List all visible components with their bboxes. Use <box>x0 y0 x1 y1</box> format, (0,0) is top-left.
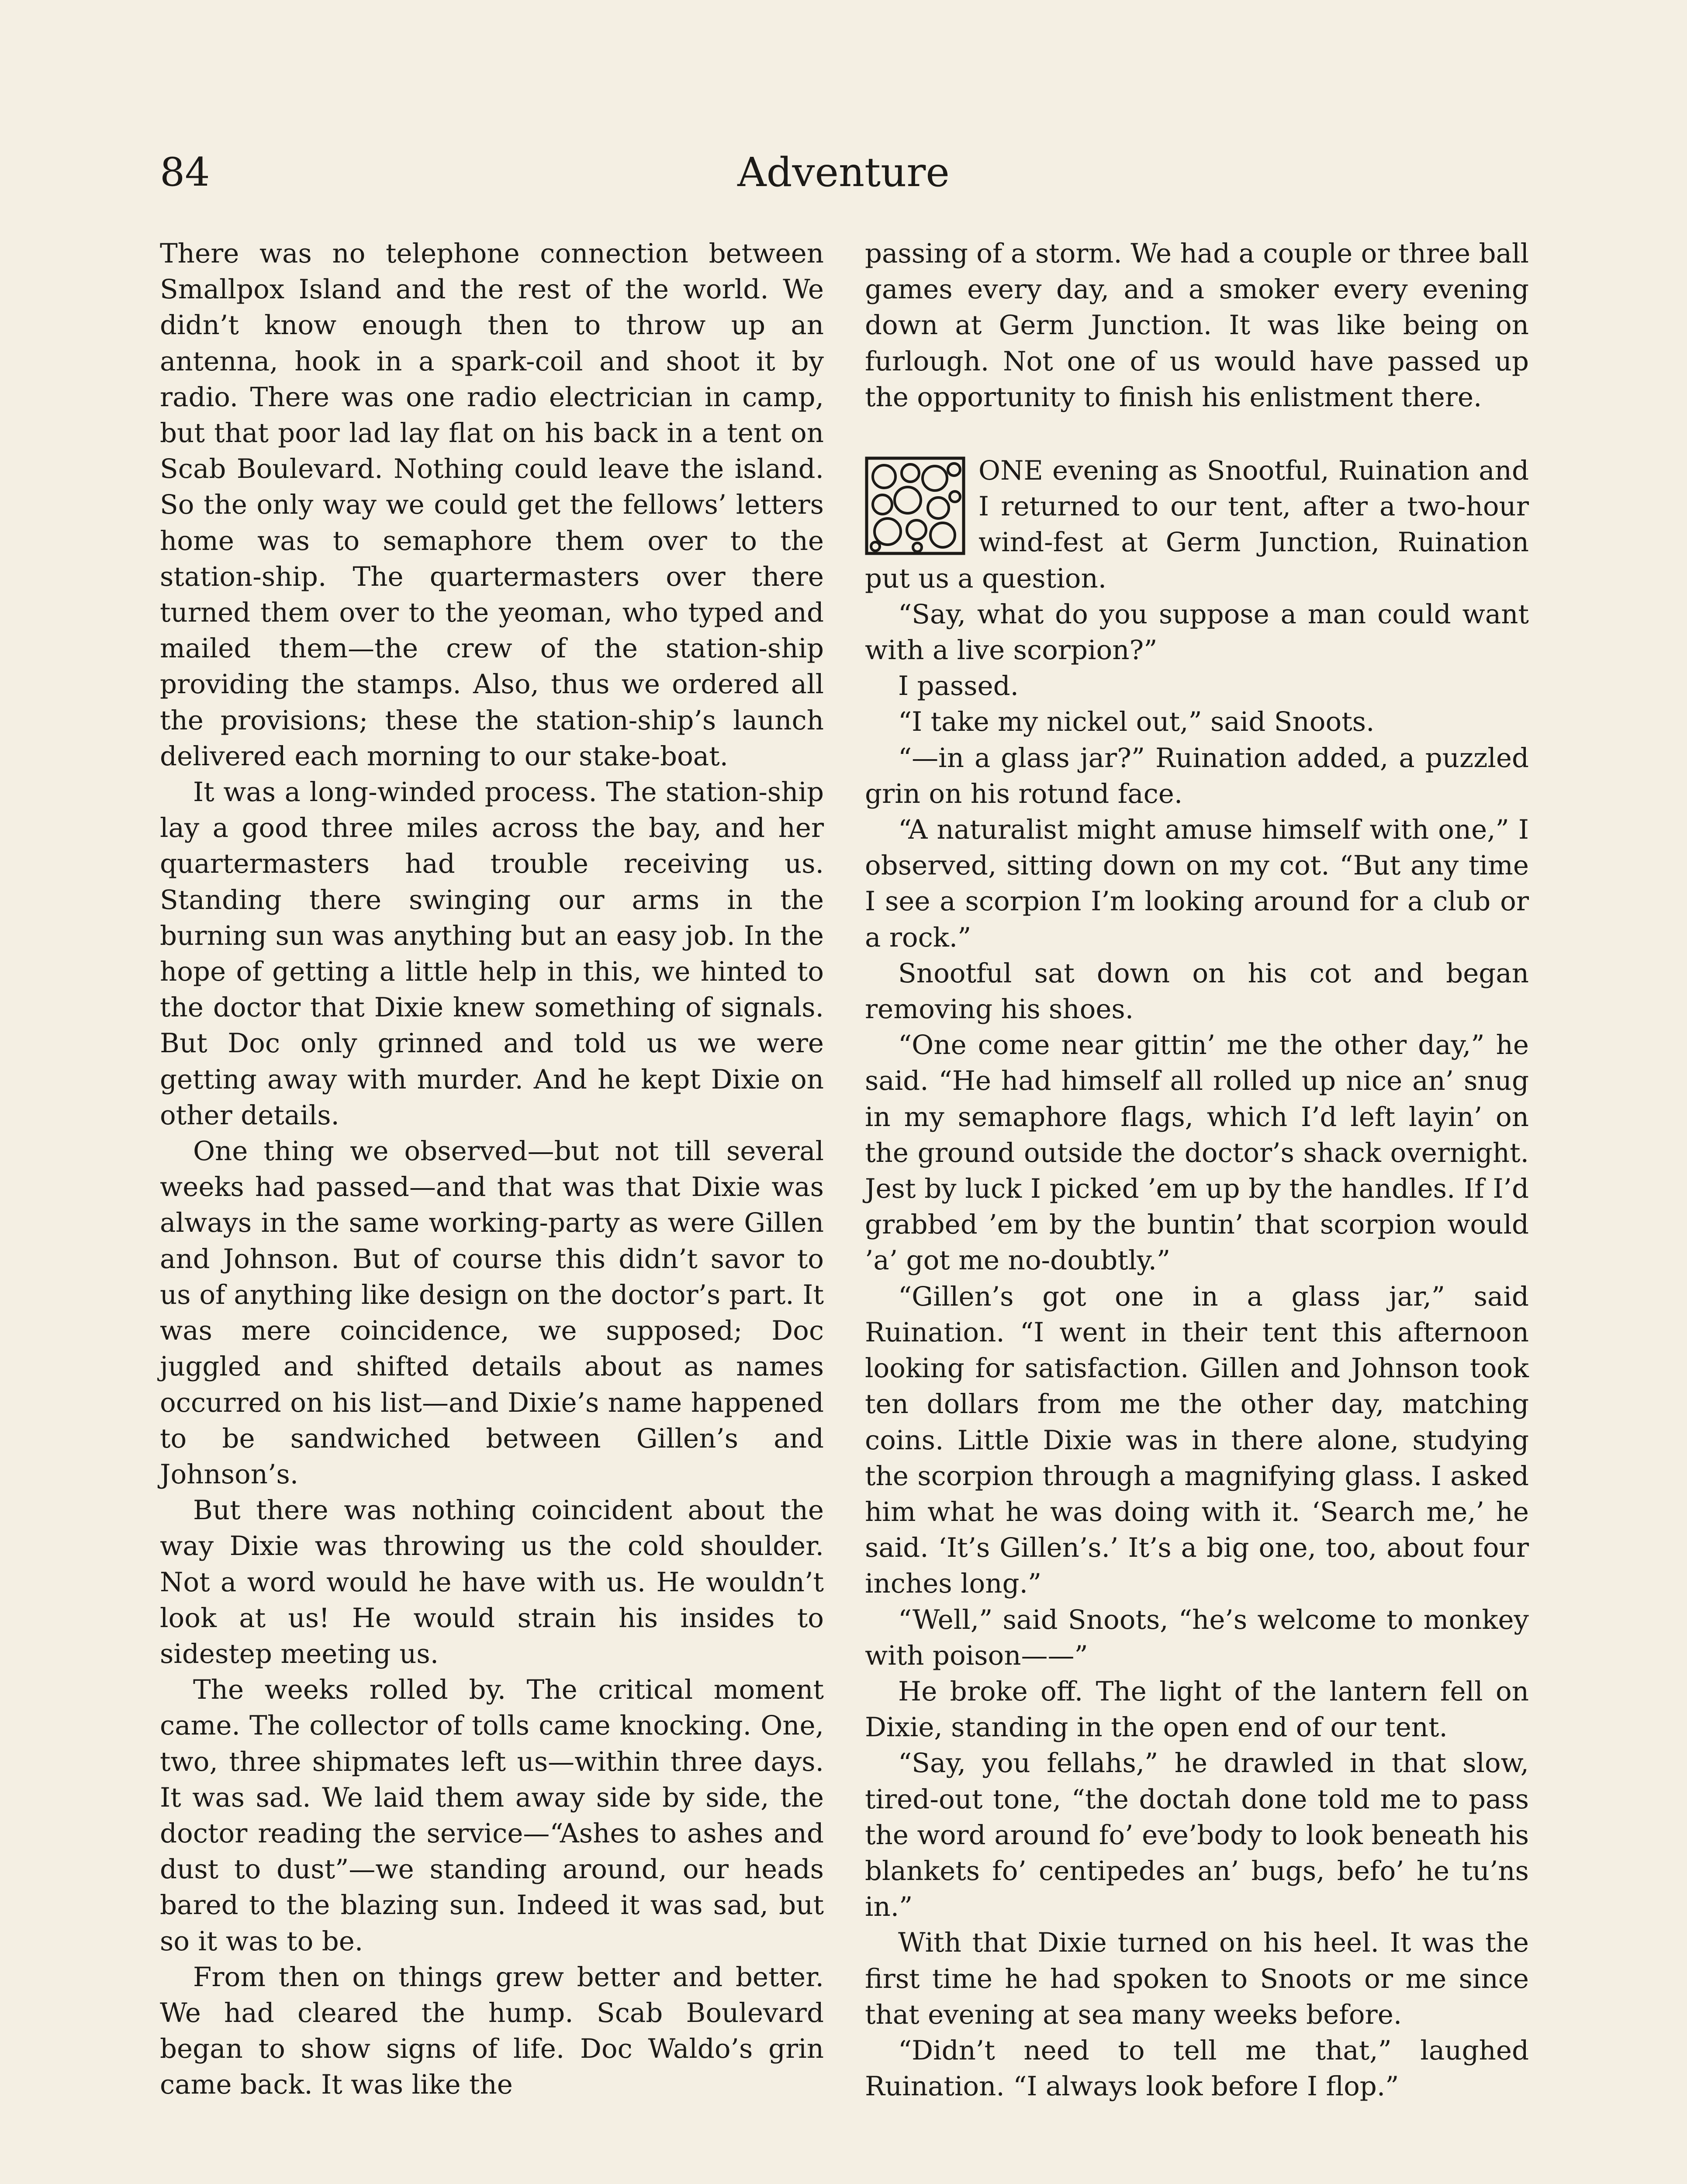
paragraph: He broke off. The light of the lantern fell on Dixie, standing in the open end of our tent. <box>865 1676 1529 1743</box>
ornament-icon <box>865 456 965 555</box>
paragraph: “One come near gittin’ me the other day,” he said. “He had himself all rolled up nice an’ snug in my semaphore flags, which I’d left layin’ on the ground outside the doctor’s shack overnight. Jest by luck I picked ’em up by the handles. If I’d grabbed ’em by the buntin’ that scorpion would ’a’ got me no-doubtly.” <box>865 1030 1529 1276</box>
paragraph: “I take my nickel out,” said Snoots. <box>898 706 1375 738</box>
paragraph: The weeks rolled by. The critical moment came. The collector of tolls came knocking. One, two, three shipmates left us—within three days. It was sad. We laid them away side by side, the doctor reading the service—“Ashes to ashes and dust to dust”—we standing around, our heads bared to the blazing sun. Indeed it was sad, but so it was to be. <box>160 1674 824 1957</box>
paragraph: Snootful sat down on his cot and began removing his shoes. <box>865 957 1529 1025</box>
left-column <box>160 236 824 2103</box>
paragraph: But there was nothing coincident about the way Dixie was throwing us the cold shoulder. Not a word would he have with us. He wouldn’t look at us! He would strain his insides to sidestep meeting us. <box>160 1495 824 1669</box>
paragraph: “A naturalist might amuse himself with one,” I observed, sitting down on my cot. “But any time I see a scorpion I’m looking around for a club or a rock.” <box>865 814 1529 953</box>
paragraph: “Well,” said Snoots, “he’s welcome to monkey with poison——” <box>865 1604 1529 1671</box>
paragraph: One thing we observed—but not till several weeks had passed—and that was that Dixie was always in the same working-party as were Gillen and Johnson. But of course this didn’t savor to us of anything like design on the doctor’s part. It was mere coincidence, we supposed; Doc juggled and shifted details about as names occurred on his list—and Dixie’s name happened to be sandwiched between Gillen’s and Johnson’s. <box>160 1136 824 1490</box>
paragraph: “Say, you fellahs,” he drawled in that slow, tired-out tone, “the doctah done told me to pass the word around fo’ eve’body to look beneath his blankets fo’ centipedes an’ bugs, befo’ he tu’ns in.” <box>865 1748 1529 1923</box>
paragraph: “Didn’t need to tell me that,” laughed Ruination. “I always look before I flop.” <box>865 2035 1529 2102</box>
paragraph: With that Dixie turned on his heel. It was the first time he had spoken to Snoots or me since that evening at sea many weeks before. <box>865 1927 1529 2030</box>
paragraph: “Say, what do you suppose a man could want with a live scorpion?” <box>865 598 1529 666</box>
paragraph: “—in a glass jar?” Ruination added, a puzzled grin on his rotund face. <box>865 742 1529 809</box>
paragraph: From then on things grew better and better. We had cleared the hump. Scab Boulevard began to show signs of life. Doc Waldo’s grin came back. It was like the <box>160 1961 824 2101</box>
paragraph: There was no telephone connection between Smallpox Island and the rest of the world. We didn’t know enough then to throw up an antenna, hook in a spark-coil and shoot it by radio. There was one radio electrician in camp, but that poor lad lay flat on his back in a tent on Scab Boulevard. Nothing could leave the island. So the only way we could get the fellows’ letters home was to semaphore them over to the station-ship. The quartermasters over there turned them over to the yeoman, who typed and mailed them—the crew of the station-ship providing the stamps. Also, thus we ordered all the provisions; these the station-ship’s launch delivered each morning to our stake-boat. <box>160 238 824 772</box>
paragraph: It was a long-winded process. The station-ship lay a good three miles across the bay, and her quartermasters had trouble receiving us. Standing there swinging our arms in the burning sun was anything but an easy job. In the hope of getting a little help in this, we hinted to the doctor that Dixie knew something of signals. But Doc only grinned and told us we were getting away with murder. And he kept Dixie on other details. <box>160 777 824 1131</box>
page-number: 84 <box>160 149 210 195</box>
paragraph: passing of a storm. We had a couple or three ball games every day, and a smoker every evening down at Germ Junction. It was like being on furlough. Not one of us would have passed up the opportunity to finish his enlistment there. <box>865 238 1529 413</box>
section-break <box>865 415 1529 453</box>
right-column <box>865 236 1529 2105</box>
running-head-title: Adventure <box>737 149 950 196</box>
paragraph: “Gillen’s got one in a glass jar,” said Ruination. “I went in their tent this afternoon looking for satisfaction. Gillen and Johnson took ten dollars from me the other day, matching coins. Little Dixie was in there alone, studying the scorpion through a magnifying glass. I asked him what he was doing with it. ‘Search me,’ he said. ‘It’s Gillen’s.’ It’s a big one, too, about four inches long.” <box>865 1281 1529 1600</box>
section-opening <box>865 453 1529 597</box>
paragraph: ONE evening as Snootful, Ruination and I returned to our tent, after a two-hour wind-fest at Germ Junction, Ruination put us a question. <box>865 455 1529 594</box>
paragraph: I passed. <box>898 670 1019 702</box>
